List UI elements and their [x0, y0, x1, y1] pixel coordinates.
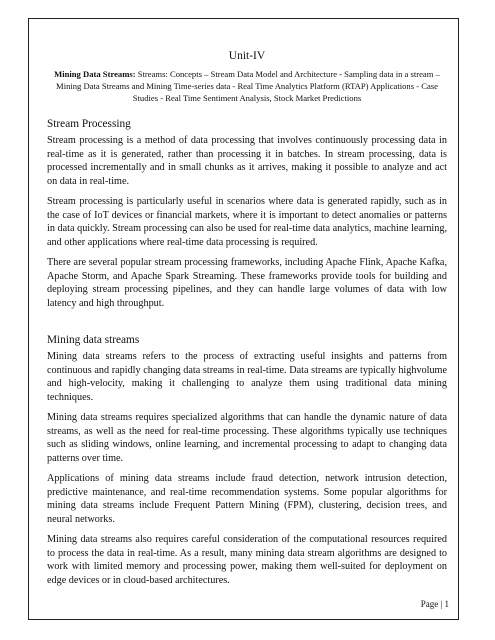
syllabus-text: Streams: Concepts – Stream Data Model and Architecture - Sampling data in a stream – Mining Data Streams and Mining Time-series data - Real Time Analytics Platform (RTAP) Applications - Case Studies - Real Time Sentiment Analysis, Stock Market Predictions [56, 69, 440, 103]
unit-title: Unit-IV [228, 50, 266, 62]
paragraph: Stream processing is particularly useful in scenarios where data is generated rapidly, such as in the case of IoT devices or financial markets, where it is important to detect anomalies or patterns in data quickly. Stream processing can also be used for real-time data analytics, machine learning, and other applications where real-time data processing is required. [47, 196, 447, 248]
paragraph: Mining data streams requires specialized algorithms that can handle the dynamic nature of data streams, as well as the need for real-time processing. These algorithms typically use techniques such as sliding windows, online learning, and incremental processing to adapt to changing data patterns over time. [47, 412, 447, 464]
paragraph: Mining data streams refers to the process of extracting useful insights and patterns from continuous and rapidly changing data streams in real-time. Data streams are typically highvolume and high-velocity, making it challenging to analyze them using traditional data mining techniques. [47, 351, 447, 403]
section-stream-processing [47, 118, 447, 310]
paragraph: There are several popular stream processing frameworks, including Apache Flink, Apache Kafka, Apache Storm, and Apache Spark Streaming. These frameworks provide tools for building and deploying stream processing pipelines, and they can handle large volumes of data with low latency and high throughput. [47, 257, 447, 309]
syllabus-label: Mining Data Streams: [54, 69, 136, 79]
page-number: Page | 1 [420, 599, 449, 609]
syllabus-summary [47, 68, 447, 104]
document-body [47, 50, 447, 594]
section-heading: Mining data streams [47, 334, 140, 346]
paragraph: Stream processing is a method of data processing that involves continuously processing data in real-time as it is generated, rather than processing it in batches. In stream processing, data is processed incrementally and in small chunks as it arrives, making it possible to analyze and act on data in real-time. [47, 135, 447, 187]
section-mining-data-streams [47, 334, 447, 587]
section-heading: Stream Processing [47, 118, 131, 130]
paragraph: Applications of mining data streams include fraud detection, network intrusion detection, predictive maintenance, and real-time recommendation systems. Some popular algorithms for mining data streams include Frequent Pattern Mining (FPM), clustering, decision trees, and neural networks. [47, 473, 447, 525]
paragraph: Mining data streams also requires careful consideration of the computational resources required to process the data in real-time. As a result, many mining data stream algorithms are designed to work with limited memory and processing power, making them well-suited for deployment on edge devices or in cloud-based architectures. [47, 534, 447, 586]
